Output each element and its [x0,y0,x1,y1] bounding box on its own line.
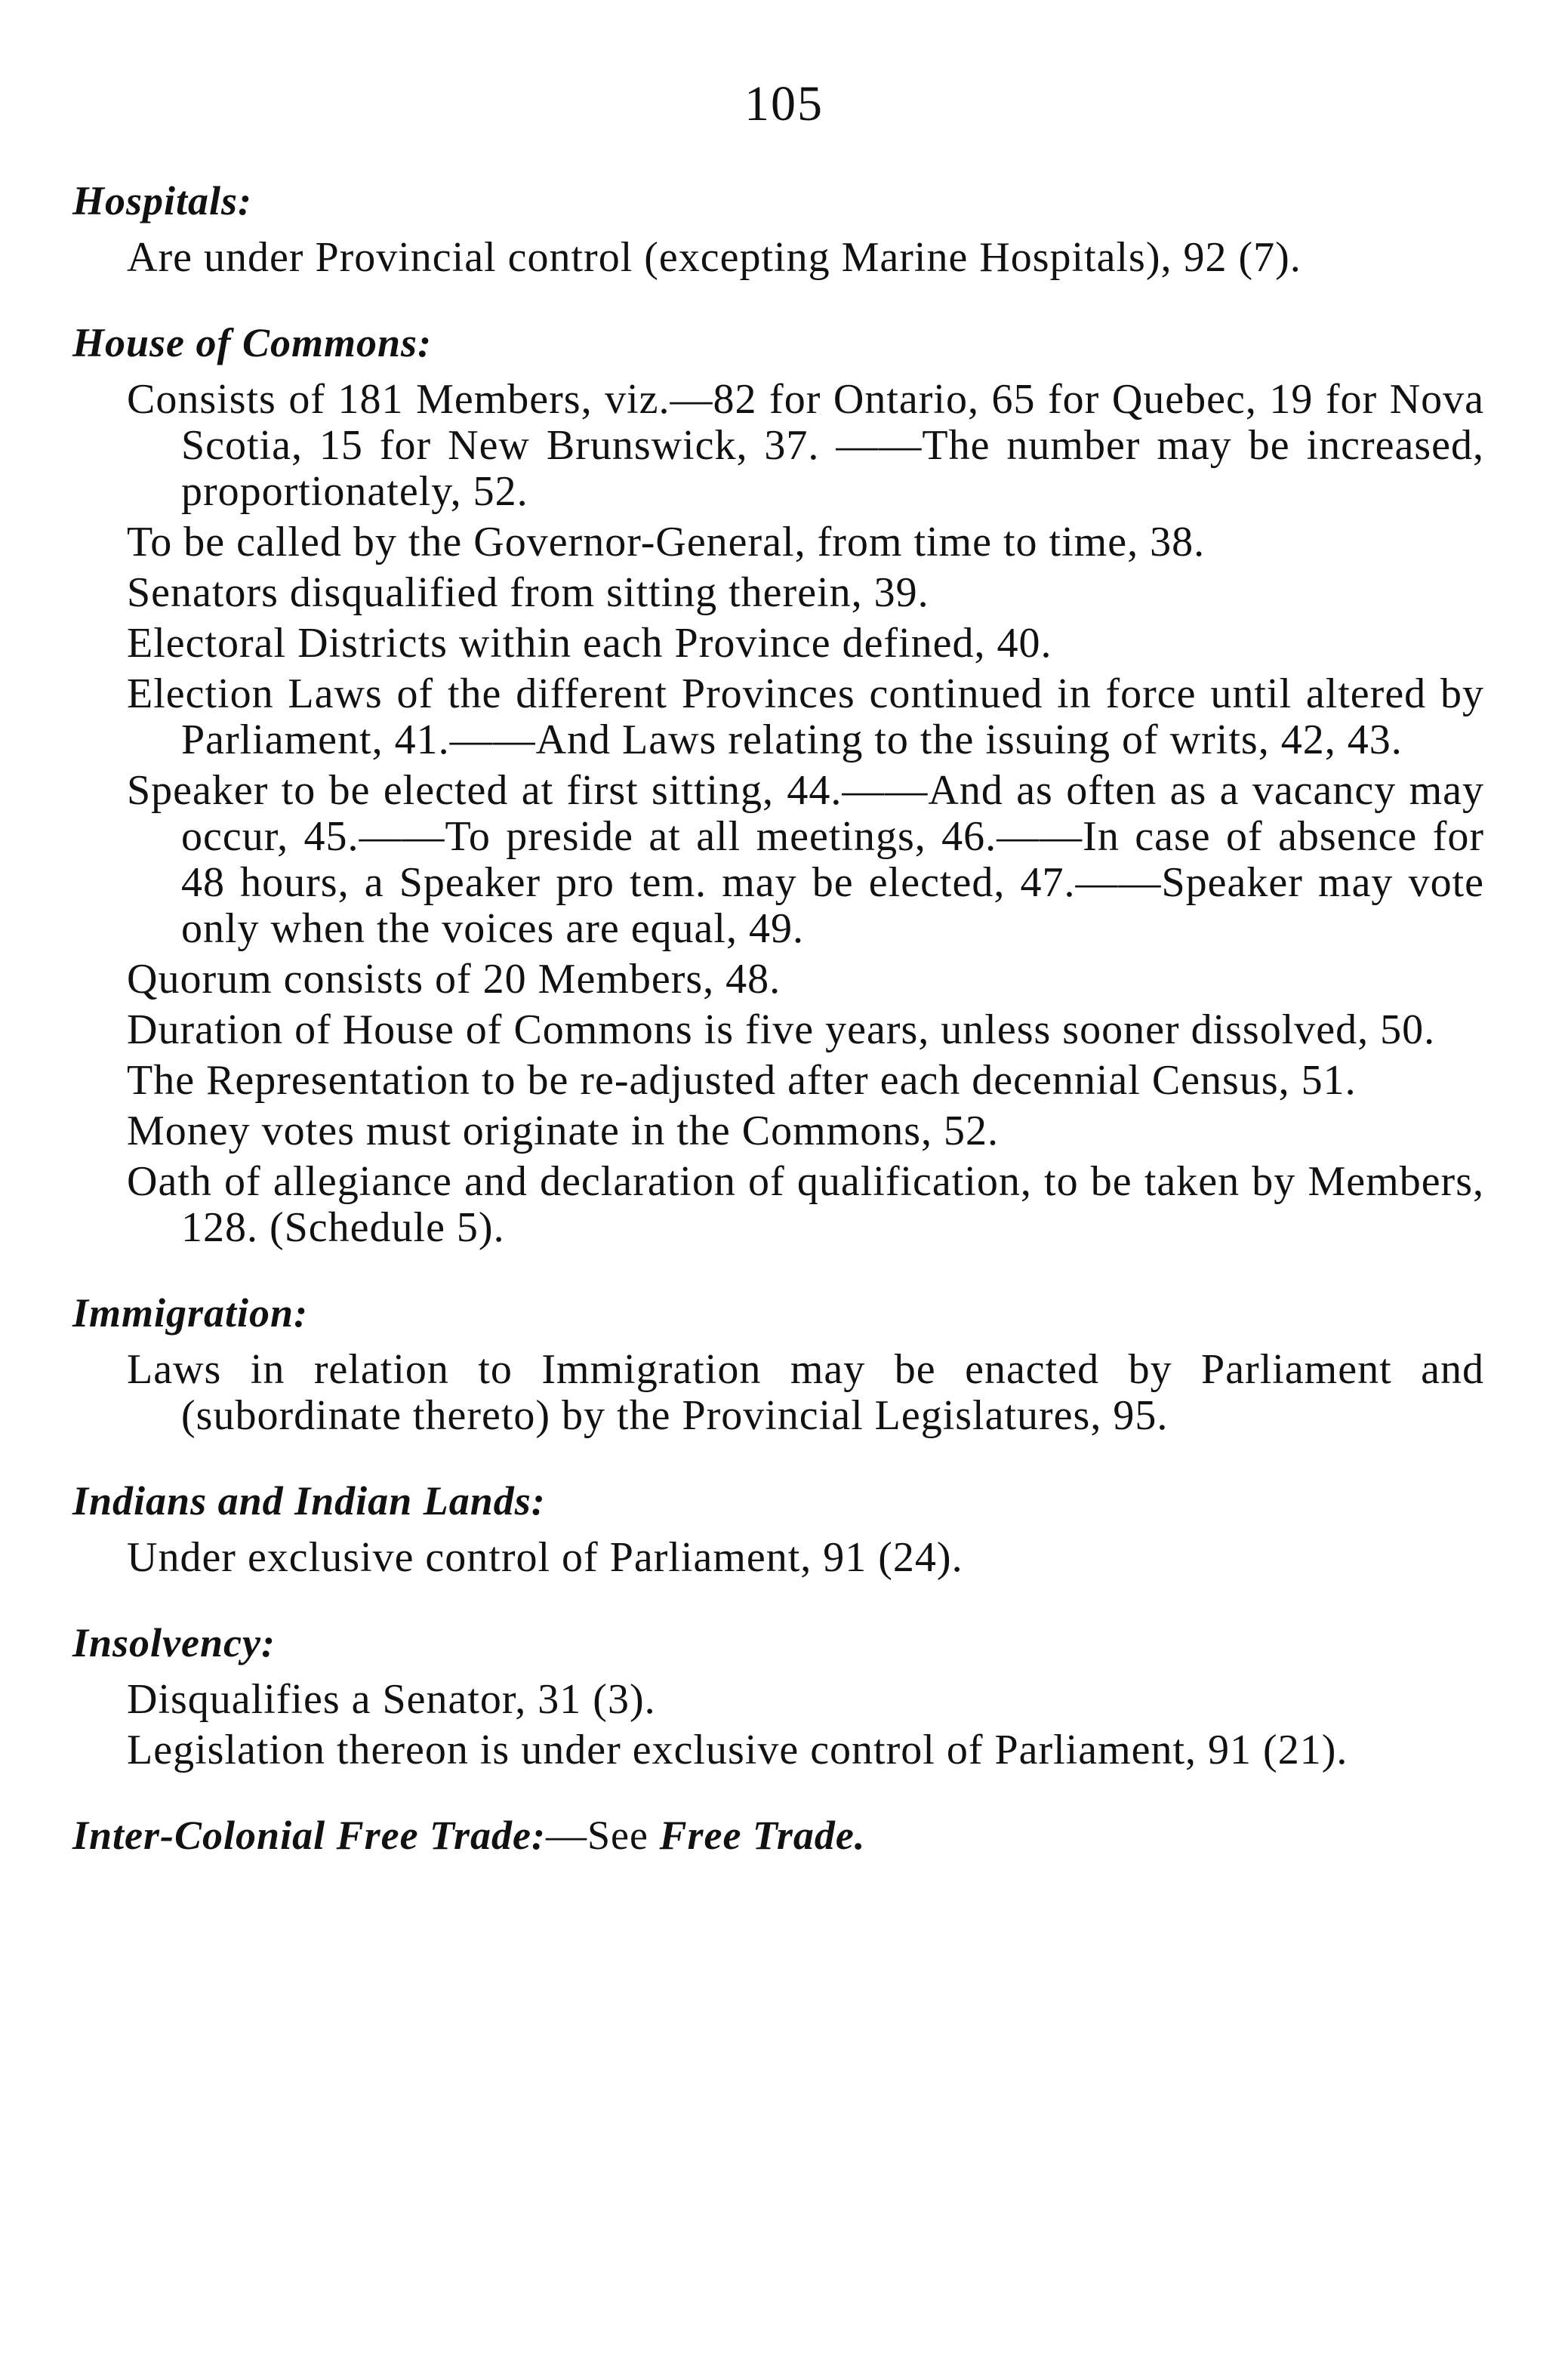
index-entry: Election Laws of the different Provinces continued in force until altered by Parliament, 41.——And Laws relating to the issuing of writs, 42, 43. [127,670,1484,763]
section-house-of-commons [72,320,1484,1251]
crossref-term: Inter-Colonial Free Trade: [72,1813,546,1858]
section-insolvency [72,1620,1484,1773]
index-entry: Are under Provincial control (excepting Marine Hospitals), 92 (7). [127,234,1302,281]
section-indians-and-indian-lands [72,1478,1484,1581]
section-heading: Insolvency: [72,1620,276,1665]
index-entry: Quorum consists of 20 Members, 48. [127,956,781,1003]
index-entry: Laws in relation to Immigration may be enacted by Parliament and (subordinate thereto) by the Provincial Legislatures, 95. [127,1346,1484,1439]
section-heading: Immigration: [72,1290,309,1336]
section-heading: Hospitals: [72,178,253,223]
index-entry: Under exclusive control of Parliament, 91 (24). [127,1534,963,1581]
index-entry: Senators disqualified from sitting therein, 39. [127,569,929,616]
page-number: 105 [744,76,824,131]
index-entry: Electoral Districts within each Province defined, 40. [127,620,1052,667]
index-entry: The Representation to be re-adjusted after each decennial Census, 51. [127,1057,1357,1104]
section-immigration [72,1290,1484,1439]
crossref-target: Free Trade. [659,1813,866,1858]
index-body [72,178,1484,1859]
index-entry: Consists of 181 Members, viz.—82 for Ontario, 65 for Quebec, 19 for Nova Scotia, 15 for New Brunswick, 37. ——The number may be increased, proportionately, 52. [127,376,1484,515]
index-entry: Legislation thereon is under exclusive control of Parliament, 91 (21). [127,1727,1348,1773]
section-heading: House of Commons: [72,320,433,365]
index-entry: Money votes must originate in the Commons, 52. [127,1108,1000,1154]
section-heading: Indians and Indian Lands: [72,1478,546,1524]
index-entry: Oath of allegiance and declaration of qualification, to be taken by Members, 128. (Schedule 5). [127,1158,1484,1251]
cross-reference [72,1813,1484,1859]
index-entry: Disqualifies a Senator, 31 (3). [127,1676,656,1723]
index-entry: Speaker to be elected at first sitting, 44.——And as often as a vacancy may occur, 45.——To preside at all meetings, 46.——In case of absence for 48 hours, a Speaker pro tem. may be elected, 47.——Speaker may vote only when the voices are equal, 49. [127,767,1484,952]
index-entry: Duration of House of Commons is five years, unless sooner dissolved, 50. [127,1006,1436,1053]
section-hospitals [72,178,1484,281]
crossref-see-label: —See [546,1813,648,1858]
index-entry: To be called by the Governor-General, from time to time, 38. [127,519,1206,565]
